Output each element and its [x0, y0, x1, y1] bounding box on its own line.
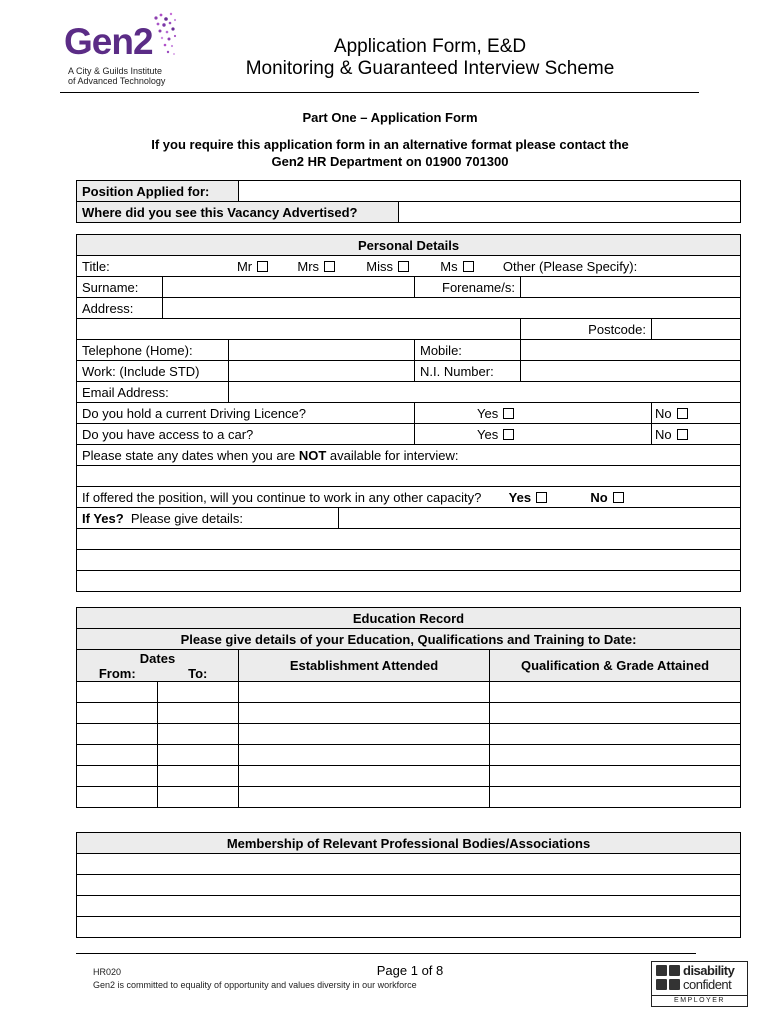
details-input-line1[interactable]	[339, 508, 741, 529]
edu-establishment-input[interactable]	[239, 724, 490, 745]
car-question: Do you have access to a car?	[77, 424, 415, 445]
car-no-label: No	[655, 426, 672, 442]
title-miss-checkbox[interactable]	[398, 261, 409, 272]
edu-to-input[interactable]	[158, 745, 239, 766]
details-input-line2[interactable]	[77, 529, 741, 550]
badge-icon-1	[656, 965, 667, 976]
if-yes-label: If Yes?	[82, 510, 124, 526]
work-row	[77, 361, 741, 382]
education-table	[76, 607, 741, 808]
badge-icon-2	[669, 965, 680, 976]
surname-row	[77, 277, 741, 298]
qualification-header: Qualification & Grade Attained	[490, 650, 741, 682]
postcode-input[interactable]	[652, 319, 741, 340]
title-mrs-label: Mrs	[297, 258, 320, 274]
car-yes-cell	[415, 424, 652, 445]
membership-table	[76, 832, 741, 938]
address-label: Address:	[77, 298, 163, 319]
from-label: From:	[98, 665, 136, 681]
education-row	[77, 703, 741, 724]
work-phone-input[interactable]	[229, 361, 415, 382]
logo-sub-line1: A City & Guilds Institute	[68, 66, 163, 76]
licence-no-cell	[652, 403, 741, 424]
logo-wordmark: Gen2	[64, 21, 153, 62]
hr-contact-note: Gen2 HR Department on 01900 701300	[271, 154, 509, 169]
education-column-headers	[77, 650, 741, 682]
give-details-label: Please give details:	[130, 510, 243, 526]
address-row	[77, 298, 741, 319]
title-ms-checkbox[interactable]	[463, 261, 474, 272]
edu-qualification-input[interactable]	[490, 724, 741, 745]
edu-qualification-input[interactable]	[490, 745, 741, 766]
form-code: HR020	[93, 967, 122, 977]
badge-text-confident: confident	[683, 977, 732, 992]
work-phone-label: Work: (Include STD)	[77, 361, 229, 382]
email-row	[77, 382, 741, 403]
education-row	[77, 745, 741, 766]
car-yes-checkbox[interactable]	[503, 429, 514, 440]
edu-establishment-input[interactable]	[239, 703, 490, 724]
education-subheading: Please give details of your Education, Qualifications and Training to Date:	[77, 629, 741, 650]
edu-from-input[interactable]	[77, 787, 158, 808]
form-subtitle: Monitoring & Guaranteed Interview Scheme	[245, 58, 615, 79]
title-label: Title:	[82, 258, 110, 274]
footer-divider	[76, 953, 696, 954]
interview-dates-text-2: available for interview:	[326, 447, 459, 463]
edu-to-input[interactable]	[158, 787, 239, 808]
edu-from-input[interactable]	[77, 745, 158, 766]
interview-dates-row	[77, 445, 741, 466]
badge-text-disability: disability	[683, 963, 735, 978]
ni-number-label: N.I. Number:	[415, 361, 521, 382]
licence-no-checkbox[interactable]	[677, 408, 688, 419]
details-input-line3[interactable]	[77, 550, 741, 571]
details-row	[77, 508, 741, 529]
edu-establishment-input[interactable]	[239, 787, 490, 808]
email-label: Email Address:	[77, 382, 229, 403]
edu-from-input[interactable]	[77, 682, 158, 703]
interview-dates-text-1: Please state any dates when you are	[82, 447, 299, 463]
education-row	[77, 766, 741, 787]
surname-label: Surname:	[77, 277, 163, 298]
membership-input-line3[interactable]	[77, 896, 741, 917]
position-label: Position Applied for:	[77, 181, 239, 202]
title-mr-label: Mr	[236, 258, 253, 274]
car-no-checkbox[interactable]	[677, 429, 688, 440]
car-no-cell	[652, 424, 741, 445]
title-divider	[60, 92, 699, 93]
if-yes-label-cell	[77, 508, 339, 529]
edu-establishment-input[interactable]	[239, 682, 490, 703]
edu-from-input[interactable]	[77, 703, 158, 724]
continue-yes-label: Yes	[508, 489, 532, 505]
membership-input-line4[interactable]	[77, 917, 741, 938]
edu-establishment-input[interactable]	[239, 766, 490, 787]
address-input-line2[interactable]	[77, 319, 521, 340]
advertised-label: Where did you see this Vacancy Advertised?	[77, 202, 399, 223]
edu-to-input[interactable]	[158, 682, 239, 703]
continue-no-label: No	[590, 489, 608, 505]
title-mrs-checkbox[interactable]	[324, 261, 335, 272]
continue-work-row	[77, 487, 741, 508]
edu-qualification-input[interactable]	[490, 703, 741, 724]
licence-yes-label: Yes	[477, 405, 499, 421]
education-row	[77, 682, 741, 703]
title-row	[77, 256, 741, 277]
continue-work-question: If offered the position, will you continue to work in any other capacity?	[82, 489, 482, 505]
badge-icon-3	[656, 979, 667, 990]
edu-to-input[interactable]	[158, 703, 239, 724]
alt-format-note: If you require this application form in an alternative format please contact the	[151, 137, 629, 152]
edu-establishment-input[interactable]	[239, 745, 490, 766]
telephone-home-label: Telephone (Home):	[77, 340, 229, 361]
ni-number-input[interactable]	[521, 361, 741, 382]
position-table	[76, 180, 741, 223]
education-row	[77, 724, 741, 745]
mobile-label: Mobile:	[415, 340, 521, 361]
continue-work-cell	[77, 487, 741, 508]
badge-text-employer: EMPLOYER	[652, 995, 747, 1004]
title-ms-label: Ms	[440, 258, 458, 274]
position-input[interactable]	[239, 181, 741, 202]
advertised-input[interactable]	[399, 202, 741, 223]
edu-from-input[interactable]	[77, 766, 158, 787]
establishment-header: Establishment Attended	[239, 650, 490, 682]
telephone-home-input[interactable]	[229, 340, 415, 361]
membership-input-line2[interactable]	[77, 875, 741, 896]
postcode-label: Postcode:	[521, 319, 652, 340]
personal-details-heading: Personal Details	[77, 235, 741, 256]
title-mr-checkbox[interactable]	[257, 261, 268, 272]
forename-input[interactable]	[521, 277, 741, 298]
edu-to-input[interactable]	[158, 766, 239, 787]
interview-dates-question	[77, 445, 741, 466]
licence-question: Do you hold a current Driving Licence?	[77, 403, 415, 424]
edu-qualification-input[interactable]	[490, 682, 741, 703]
continue-yes-checkbox[interactable]	[536, 492, 547, 503]
membership-input-line1[interactable]	[77, 854, 741, 875]
part-title: Part One – Application Form	[302, 110, 478, 125]
form-title: Application Form, E&D	[333, 36, 527, 57]
dates-label: Dates	[139, 650, 176, 666]
postcode-row	[77, 319, 741, 340]
car-row	[77, 424, 741, 445]
licence-row	[77, 403, 741, 424]
forename-label: Forename/s:	[415, 277, 521, 298]
address-input-line1[interactable]	[163, 298, 741, 319]
surname-input[interactable]	[163, 277, 415, 298]
education-heading: Education Record	[77, 608, 741, 629]
email-input[interactable]	[229, 382, 741, 403]
disability-confident-badge	[651, 961, 748, 1007]
edu-from-input[interactable]	[77, 724, 158, 745]
edu-qualification-input[interactable]	[490, 766, 741, 787]
education-row	[77, 787, 741, 808]
page-number: Page 1 of 8	[376, 963, 444, 978]
dates-header	[77, 650, 239, 682]
licence-yes-checkbox[interactable]	[503, 408, 514, 419]
edu-to-input[interactable]	[158, 724, 239, 745]
logo-sub-line2: of Advanced Technology	[68, 76, 166, 86]
car-yes-label: Yes	[477, 426, 499, 442]
details-input-line4[interactable]	[77, 571, 741, 592]
edu-qualification-input[interactable]	[490, 787, 741, 808]
licence-yes-cell	[415, 403, 652, 424]
personal-details-table	[76, 234, 741, 592]
mobile-input[interactable]	[521, 340, 741, 361]
interview-dates-not: NOT	[298, 447, 327, 463]
position-row	[77, 181, 741, 202]
continue-no-checkbox[interactable]	[613, 492, 624, 503]
title-miss-label: Miss	[366, 258, 394, 274]
advertised-row	[77, 202, 741, 223]
licence-no-label: No	[655, 405, 672, 421]
membership-heading: Membership of Relevant Professional Bodies/Associations	[77, 833, 741, 854]
badge-icon-4	[669, 979, 680, 990]
title-other-label: Other (Please Specify):	[502, 258, 638, 274]
equality-statement: Gen2 is committed to equality of opportunity and values diversity in our workforce	[93, 980, 417, 990]
interview-dates-input[interactable]	[77, 466, 741, 487]
to-label: To:	[188, 665, 208, 681]
telephone-row	[77, 340, 741, 361]
